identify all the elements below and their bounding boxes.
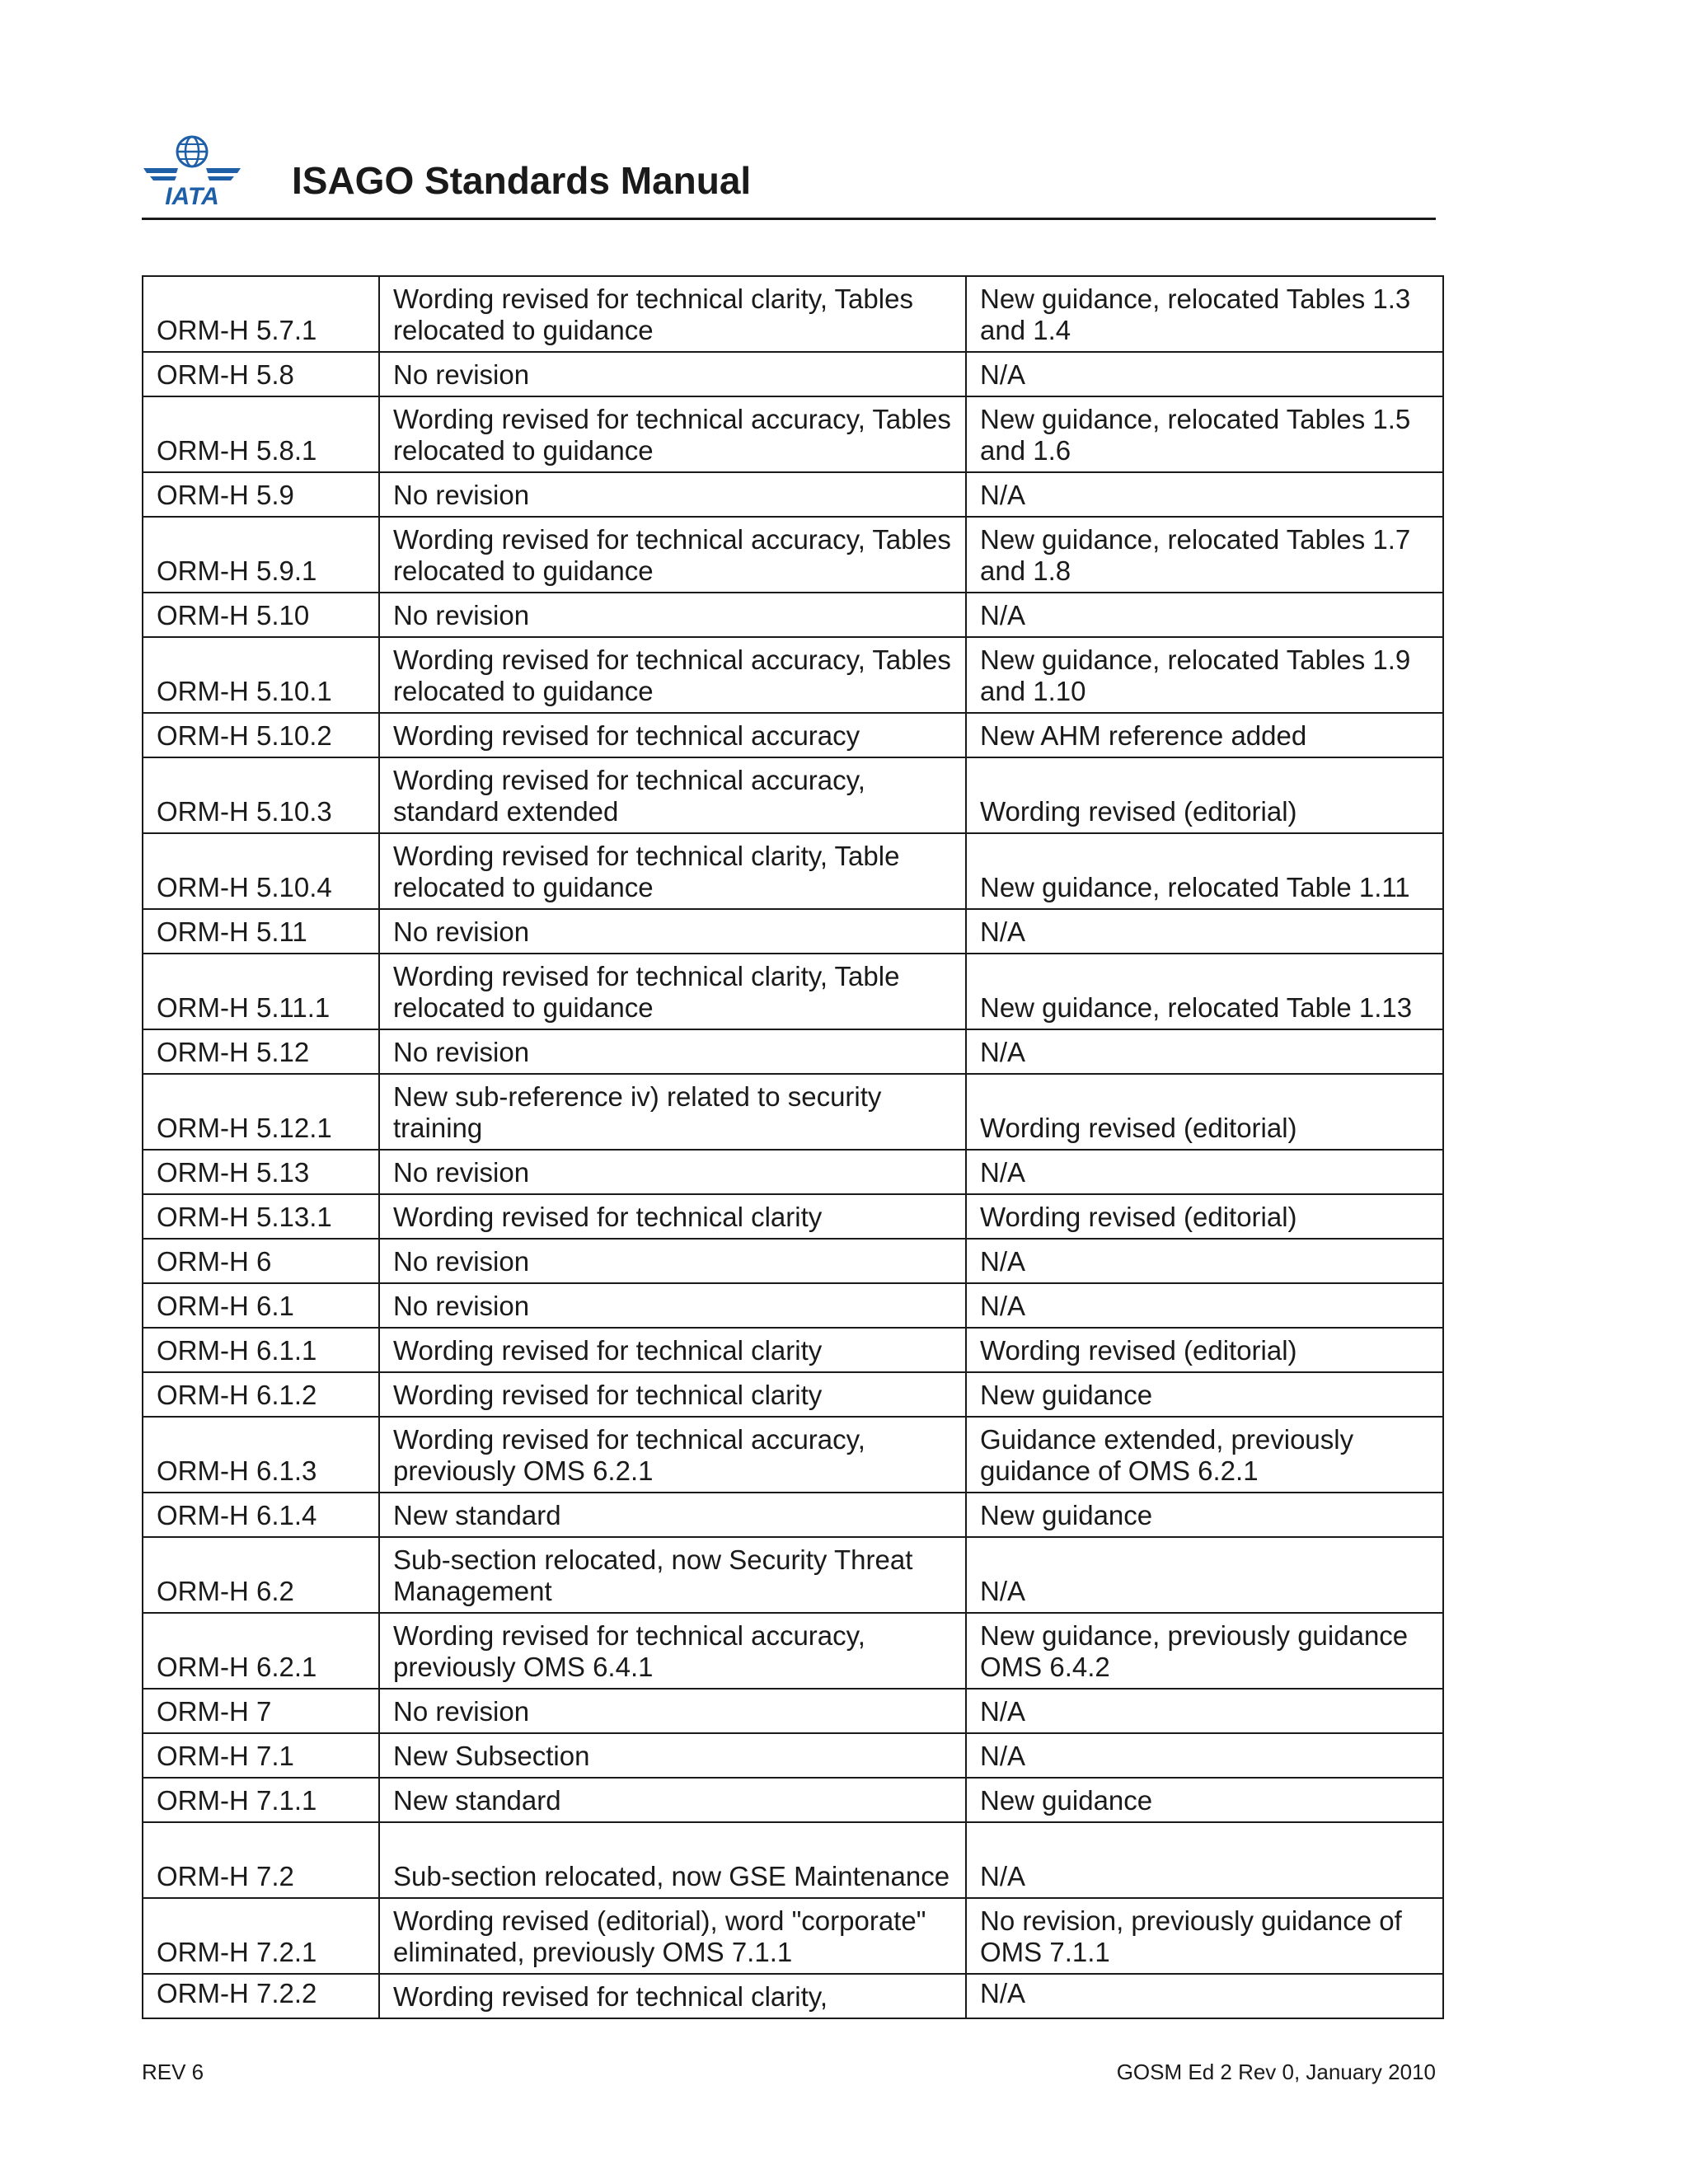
table-row bbox=[143, 1733, 1443, 1778]
standard-change-cell: No revision bbox=[379, 352, 966, 396]
table-row bbox=[143, 954, 1443, 1029]
table-row bbox=[143, 757, 1443, 833]
reference-cell: ORM-H 5.11.1 bbox=[143, 954, 379, 1029]
standard-change-cell: Wording revised for technical accuracy, standard extended bbox=[379, 757, 966, 833]
reference-cell: ORM-H 5.7.1 bbox=[143, 276, 379, 352]
standard-change-cell: Wording revised for technical clarity, bbox=[379, 1974, 966, 2018]
standard-change-cell: Wording revised for technical accuracy bbox=[379, 713, 966, 757]
table-row bbox=[143, 352, 1443, 396]
table-row bbox=[143, 1239, 1443, 1283]
table-row bbox=[143, 1689, 1443, 1733]
table-row bbox=[143, 637, 1443, 713]
standard-change-cell: No revision bbox=[379, 909, 966, 954]
guidance-change-cell: New guidance bbox=[966, 1778, 1443, 1822]
table-row bbox=[143, 1974, 1443, 2018]
standard-change-cell: Wording revised for technical accuracy, Tables relocated to guidance bbox=[379, 637, 966, 713]
standard-change-cell: No revision bbox=[379, 1283, 966, 1328]
table-row bbox=[143, 1328, 1443, 1372]
standard-change-cell: Wording revised for technical clarity, Table relocated to guidance bbox=[379, 833, 966, 909]
guidance-change-cell: New AHM reference added bbox=[966, 713, 1443, 757]
guidance-change-cell: New guidance, relocated Table 1.11 bbox=[966, 833, 1443, 909]
table-row bbox=[143, 472, 1443, 517]
wings-icon bbox=[143, 168, 241, 180]
guidance-change-cell: Wording revised (editorial) bbox=[966, 1194, 1443, 1239]
guidance-change-cell: N/A bbox=[966, 1029, 1443, 1074]
guidance-change-cell: N/A bbox=[966, 1537, 1443, 1613]
guidance-change-cell: N/A bbox=[966, 1733, 1443, 1778]
guidance-change-cell: N/A bbox=[966, 1150, 1443, 1194]
guidance-change-cell: New guidance, relocated Tables 1.9 and 1.10 bbox=[966, 637, 1443, 713]
reference-cell: ORM-H 5.12.1 bbox=[143, 1074, 379, 1150]
reference-cell: ORM-H 5.10.1 bbox=[143, 637, 379, 713]
table-row bbox=[143, 517, 1443, 593]
reference-cell: ORM-H 6.1.1 bbox=[143, 1328, 379, 1372]
reference-cell: ORM-H 5.10 bbox=[143, 593, 379, 637]
reference-cell: ORM-H 7 bbox=[143, 1689, 379, 1733]
revision-table bbox=[142, 275, 1444, 2019]
guidance-change-cell: N/A bbox=[966, 472, 1443, 517]
standard-change-cell: New sub-reference iv) related to security training bbox=[379, 1074, 966, 1150]
standard-change-cell: Wording revised (editorial), word "corporate" eliminated, previously OMS 7.1.1 bbox=[379, 1898, 966, 1974]
page-title: ISAGO Standards Manual bbox=[292, 159, 752, 202]
guidance-change-cell: N/A bbox=[966, 1974, 1443, 2018]
table-row bbox=[143, 1283, 1443, 1328]
reference-cell: ORM-H 5.10.2 bbox=[143, 713, 379, 757]
standard-change-cell: No revision bbox=[379, 1239, 966, 1283]
reference-cell: ORM-H 5.9 bbox=[143, 472, 379, 517]
table-row bbox=[143, 1493, 1443, 1537]
guidance-change-cell: N/A bbox=[966, 1239, 1443, 1283]
globe-icon bbox=[177, 137, 207, 166]
guidance-change-cell: New guidance bbox=[966, 1372, 1443, 1417]
reference-cell: ORM-H 7.1 bbox=[143, 1733, 379, 1778]
reference-cell: ORM-H 7.2.2 bbox=[143, 1974, 379, 2018]
reference-cell: ORM-H 6 bbox=[143, 1239, 379, 1283]
footer-edition: GOSM Ed 2 Rev 0, January 2010 bbox=[1116, 2060, 1436, 2084]
table-row bbox=[143, 1822, 1443, 1898]
standard-change-cell: Wording revised for technical clarity, Table relocated to guidance bbox=[379, 954, 966, 1029]
standard-change-cell: New Subsection bbox=[379, 1733, 966, 1778]
guidance-change-cell: N/A bbox=[966, 909, 1443, 954]
guidance-change-cell: New guidance, previously guidance OMS 6.4.2 bbox=[966, 1613, 1443, 1689]
footer-revision: REV 6 bbox=[142, 2060, 204, 2084]
standard-change-cell: No revision bbox=[379, 1029, 966, 1074]
table-row bbox=[143, 1150, 1443, 1194]
guidance-change-cell: N/A bbox=[966, 593, 1443, 637]
reference-cell: ORM-H 5.8 bbox=[143, 352, 379, 396]
guidance-change-cell: Guidance extended, previously guidance of OMS 6.2.1 bbox=[966, 1417, 1443, 1493]
standard-change-cell: Wording revised for technical accuracy, previously OMS 6.2.1 bbox=[379, 1417, 966, 1493]
standard-change-cell: New standard bbox=[379, 1493, 966, 1537]
reference-cell: ORM-H 6.1.4 bbox=[143, 1493, 379, 1537]
table-row bbox=[143, 1537, 1443, 1613]
table-row bbox=[143, 396, 1443, 472]
table-row bbox=[143, 713, 1443, 757]
reference-cell: ORM-H 5.9.1 bbox=[143, 517, 379, 593]
guidance-change-cell: New guidance bbox=[966, 1493, 1443, 1537]
logo-text: IATA bbox=[165, 183, 219, 208]
standard-change-cell: No revision bbox=[379, 1150, 966, 1194]
guidance-change-cell: Wording revised (editorial) bbox=[966, 1074, 1443, 1150]
table-row bbox=[143, 1029, 1443, 1074]
reference-cell: ORM-H 6.1.3 bbox=[143, 1417, 379, 1493]
standard-change-cell: Wording revised for technical clarity bbox=[379, 1194, 966, 1239]
reference-cell: ORM-H 5.10.4 bbox=[143, 833, 379, 909]
guidance-change-cell: Wording revised (editorial) bbox=[966, 1328, 1443, 1372]
table-row bbox=[143, 1074, 1443, 1150]
standard-change-cell: New standard bbox=[379, 1778, 966, 1822]
reference-cell: ORM-H 7.2.1 bbox=[143, 1898, 379, 1974]
reference-cell: ORM-H 6.2.1 bbox=[143, 1613, 379, 1689]
table-row bbox=[143, 1898, 1443, 1974]
page-header bbox=[142, 135, 1436, 220]
standard-change-cell: Wording revised for technical clarity, Tables relocated to guidance bbox=[379, 276, 966, 352]
guidance-change-cell: No revision, previously guidance of OMS 7.1.1 bbox=[966, 1898, 1443, 1974]
reference-cell: ORM-H 5.12 bbox=[143, 1029, 379, 1074]
standard-change-cell: Wording revised for technical accuracy, Tables relocated to guidance bbox=[379, 517, 966, 593]
standard-change-cell: Wording revised for technical clarity bbox=[379, 1372, 966, 1417]
table-row bbox=[143, 1372, 1443, 1417]
table-row bbox=[143, 1613, 1443, 1689]
reference-cell: ORM-H 5.8.1 bbox=[143, 396, 379, 472]
guidance-change-cell: Wording revised (editorial) bbox=[966, 757, 1443, 833]
standard-change-cell: No revision bbox=[379, 1689, 966, 1733]
table-row bbox=[143, 1194, 1443, 1239]
reference-cell: ORM-H 6.2 bbox=[143, 1537, 379, 1613]
table-row bbox=[143, 1417, 1443, 1493]
reference-cell: ORM-H 7.1.1 bbox=[143, 1778, 379, 1822]
standard-change-cell: Wording revised for technical accuracy, Tables relocated to guidance bbox=[379, 396, 966, 472]
standard-change-cell: Sub-section relocated, now GSE Maintenance bbox=[379, 1822, 966, 1898]
reference-cell: ORM-H 7.2 bbox=[143, 1822, 379, 1898]
reference-cell: ORM-H 5.11 bbox=[143, 909, 379, 954]
reference-cell: ORM-H 6.1 bbox=[143, 1283, 379, 1328]
guidance-change-cell: New guidance, relocated Tables 1.7 and 1.8 bbox=[966, 517, 1443, 593]
table-row bbox=[143, 833, 1443, 909]
guidance-change-cell: N/A bbox=[966, 1689, 1443, 1733]
guidance-change-cell: N/A bbox=[966, 1822, 1443, 1898]
table-row bbox=[143, 276, 1443, 352]
reference-cell: ORM-H 6.1.2 bbox=[143, 1372, 379, 1417]
guidance-change-cell: New guidance, relocated Tables 1.5 and 1.6 bbox=[966, 396, 1443, 472]
standard-change-cell: Wording revised for technical clarity bbox=[379, 1328, 966, 1372]
guidance-change-cell: New guidance, relocated Tables 1.3 and 1.4 bbox=[966, 276, 1443, 352]
guidance-change-cell: N/A bbox=[966, 352, 1443, 396]
iata-logo bbox=[142, 135, 242, 208]
standard-change-cell: No revision bbox=[379, 593, 966, 637]
guidance-change-cell: N/A bbox=[966, 1283, 1443, 1328]
table-row bbox=[143, 593, 1443, 637]
reference-cell: ORM-H 5.10.3 bbox=[143, 757, 379, 833]
standard-change-cell: Sub-section relocated, now Security Threat Management bbox=[379, 1537, 966, 1613]
table-row bbox=[143, 909, 1443, 954]
reference-cell: ORM-H 5.13.1 bbox=[143, 1194, 379, 1239]
reference-cell: ORM-H 5.13 bbox=[143, 1150, 379, 1194]
table-row bbox=[143, 1778, 1443, 1822]
standard-change-cell: No revision bbox=[379, 472, 966, 517]
standard-change-cell: Wording revised for technical accuracy, previously OMS 6.4.1 bbox=[379, 1613, 966, 1689]
guidance-change-cell: New guidance, relocated Table 1.13 bbox=[966, 954, 1443, 1029]
